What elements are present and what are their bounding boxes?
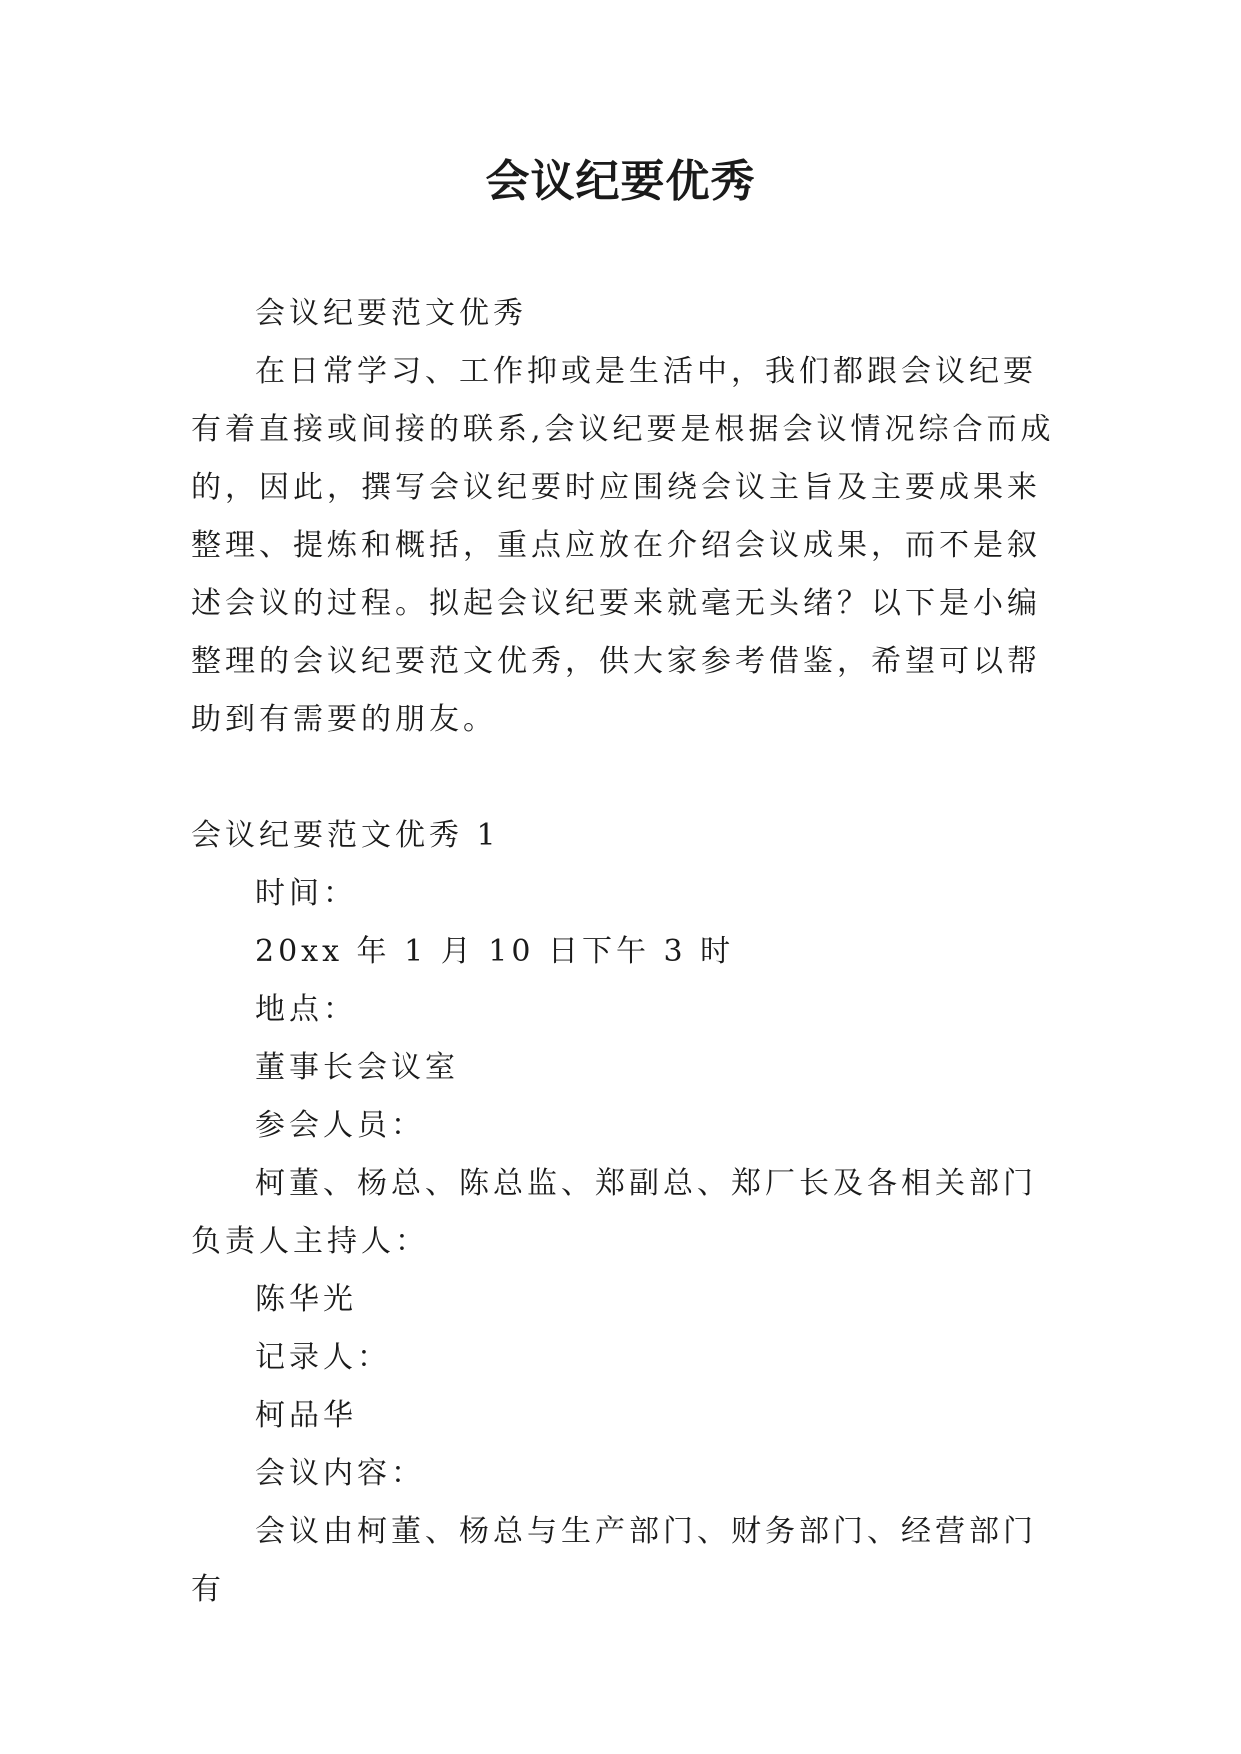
document-body [191, 285, 1061, 1619]
content-value: 会议由柯董、杨总与生产部门、财务部门、经营部门有 [191, 1514, 1037, 1607]
host-value: 陈华光 [255, 1282, 357, 1317]
document-title: 会议纪要优秀 [485, 156, 756, 207]
intro-paragraph: 在日常学习、工作抑或是生活中，我们都跟会议纪要有着直接或间接的联系,会议纪要是根据会议情况综合而成的，因此，撰写会议纪要时应围绕会议主旨及主要成果来整理、提炼和概括，重点应放在介绍会议成果，而不是叙述会议的过程。拟起会议纪要来就毫无头绪？以下是小编整理的会议纪要范文优秀，供大家参考借鉴，希望可以帮助到有需要的朋友。 [191, 354, 1055, 737]
time-value: 20xx 年 1 月 10 日下午 3 时 [255, 934, 735, 969]
attendees-value: 柯董、杨总、陈总监、郑副总、郑厂长及各相关部门负责人主持人： [191, 1166, 1037, 1259]
content-label: 会议内容： [255, 1456, 425, 1491]
place-value: 董事长会议室 [255, 1050, 459, 1085]
paragraph-gap [191, 749, 1061, 807]
place-label: 地点： [255, 992, 357, 1027]
section-heading: 会议纪要范文优秀 1 [191, 818, 500, 853]
recorder-label: 记录人： [255, 1340, 391, 1375]
time-label: 时间： [255, 876, 357, 911]
attendees-label: 参会人员： [255, 1108, 425, 1143]
document-subtitle: 会议纪要范文优秀 [255, 296, 527, 331]
recorder-value: 柯品华 [255, 1398, 357, 1433]
